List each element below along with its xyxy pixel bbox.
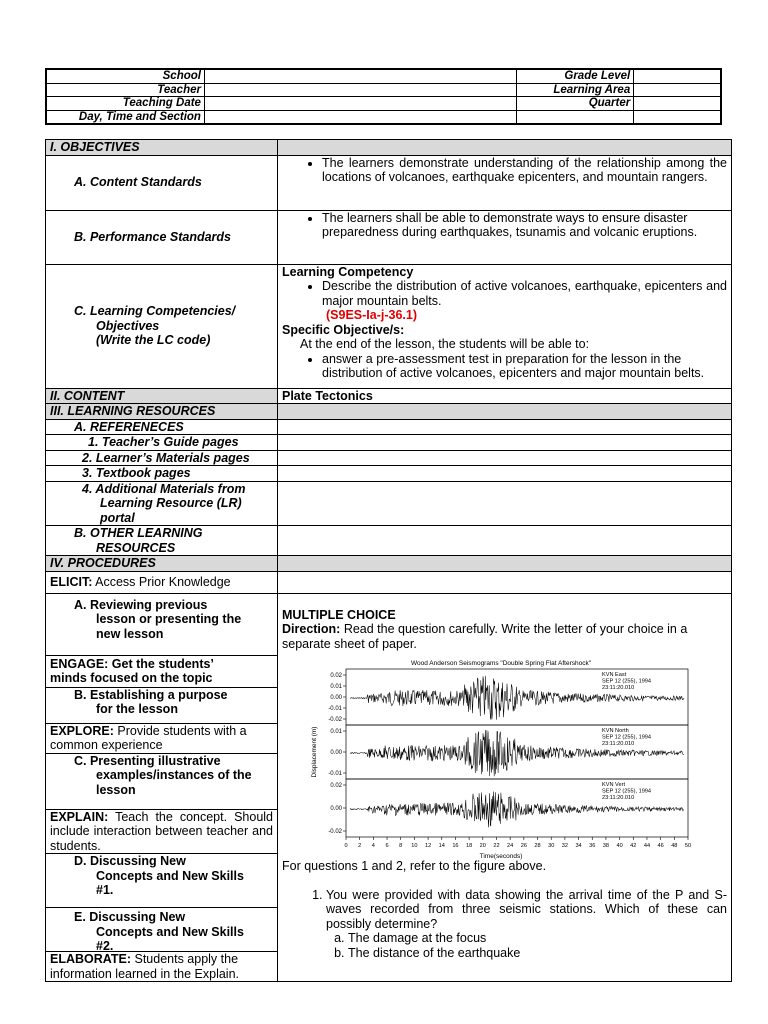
competencies-row (46, 264, 732, 388)
performance-standards-label: B. Performance Standards (46, 210, 278, 264)
objectives-row (46, 140, 732, 156)
teaching-date-field[interactable] (204, 97, 516, 111)
refer-text: For questions 1 and 2, refer to the figure above. (282, 859, 547, 873)
x-tick-label: 22 (493, 843, 500, 849)
lc-code: (S9ES-Ia-j-36.1) (326, 308, 418, 322)
procedure-e-line-3: #2. (96, 939, 114, 953)
learners-materials-row (46, 450, 732, 466)
additional-line-1: 4. Additional Materials from (82, 481, 246, 496)
procedure-d-line-3: #1. (96, 883, 114, 897)
learning-area-label: Learning Area (516, 83, 633, 97)
station-info-label: 23:11:20.010 (602, 795, 635, 801)
engage-line-2: minds focused on the topic (50, 671, 213, 685)
x-tick-label: 8 (399, 843, 403, 849)
x-tick-label: 28 (534, 843, 541, 849)
explain-block (46, 810, 277, 855)
additional-materials-value (278, 481, 732, 526)
other-line-1: B. OTHER LEARNING (74, 526, 203, 540)
textbook-row (46, 466, 732, 482)
elicit-bold: ELICIT: (50, 574, 93, 589)
day-time-section-field[interactable] (204, 110, 516, 124)
content-standards-cell (278, 155, 732, 210)
x-tick-label: 34 (575, 843, 582, 849)
content-standards-text: • The learners demonstrate understanding of the relationship among the locations of volcanoes, earthquake epicenters, and mountain rangers. (322, 156, 727, 185)
procedure-d-line-1: D. Discussing New (74, 854, 186, 868)
station-info-label: SEP 12 (255), 1994 (602, 678, 652, 685)
teacher-field[interactable] (204, 83, 516, 97)
content-title: II. CONTENT (46, 388, 278, 404)
performance-standards-text: • The learners shall be able to demonstrate ways to ensure disaster preparedness during earthquakes, tsunamis and volcanic eruptions. (322, 211, 727, 240)
procedure-a (46, 594, 277, 656)
procedures-title: IV. PROCEDURES (46, 556, 278, 572)
station-info-label: KVN East (602, 672, 627, 678)
objectives-title-blank (278, 140, 732, 156)
procedure-e-line-1: E. Discussing New (74, 910, 186, 924)
elicit-value (278, 571, 732, 593)
direction-line (282, 622, 727, 651)
specific-objectives-intro: At the end of the lesson, the students will be able to: (300, 337, 590, 351)
objectives-title: I. OBJECTIVES (46, 140, 278, 156)
x-tick-label: 4 (371, 843, 375, 849)
other-resources-value (278, 526, 732, 556)
procedure-b-line-1: B. Establishing a purpose (74, 687, 228, 702)
x-tick-label: 18 (466, 843, 473, 849)
assessment-cell (278, 593, 732, 982)
other-resources-label (46, 526, 278, 556)
learning-competency-heading: Learning Competency (282, 264, 414, 279)
procedure-d (46, 854, 277, 908)
additional-materials-row (46, 481, 732, 526)
seismogram-svg (296, 657, 696, 861)
other-line-2: RESOURCES (96, 540, 176, 555)
content-value: Plate Tectonics (278, 388, 732, 404)
x-tick-label: 50 (684, 843, 692, 849)
specific-objectives-heading: Specific Objective/s: (282, 322, 405, 337)
lesson-table (45, 139, 732, 982)
content-row (46, 388, 732, 404)
competencies-label-line-2: Objectives (96, 318, 160, 333)
procedure-c-line-1: C. Presenting illustrative (74, 753, 221, 768)
resources-row (46, 404, 732, 420)
elaborate-bold: ELABORATE: (50, 952, 132, 966)
assessment-heading: MULTIPLE CHOICE (282, 607, 396, 622)
procedure-e-line-2: Concepts and New Skills (96, 924, 244, 939)
x-tick-label: 44 (643, 843, 651, 849)
additional-line-2: Learning Resource (LR) (100, 496, 242, 510)
x-tick-label: 42 (630, 843, 637, 849)
grade-level-label: Grade Level (516, 69, 633, 83)
textbook-label: 3. Textbook pages (46, 466, 278, 482)
references-row (46, 419, 732, 435)
other-resources-row (46, 526, 732, 556)
quarter-label: Quarter (516, 97, 633, 111)
teachers-guide-row (46, 435, 732, 451)
grade-level-field[interactable] (634, 69, 721, 83)
figure-title: Wood Anderson Seismograms "Double Spring Flat Aftershock" (410, 660, 592, 667)
explore-bold: EXPLORE: (50, 723, 114, 738)
school-field[interactable] (204, 69, 516, 83)
x-tick-label: 14 (438, 843, 445, 849)
learners-materials-label: 2. Learner’s Materials pages (46, 450, 278, 466)
procedures-row (46, 556, 732, 572)
teaching-date-label: Teaching Date (46, 97, 204, 111)
competencies-label-line-3: (Write the LC code) (96, 333, 211, 348)
header-empty-cell (516, 110, 633, 124)
header-empty-cell (634, 110, 721, 124)
seismogram-figure (296, 657, 696, 860)
learning-area-field[interactable] (634, 83, 721, 97)
explain-text: Teach the concept. Should include interaction between teacher and students. (50, 809, 273, 853)
procedures-title-blank (278, 556, 732, 572)
figure-ylabel: Displacement (m) (311, 726, 318, 778)
elicit-text: Access Prior Knowledge (92, 574, 231, 589)
elaborate-block (46, 952, 277, 981)
y-tick-label: 0.02 (330, 673, 342, 679)
x-tick-label: 10 (411, 843, 418, 849)
additional-line-3: portal (100, 510, 135, 525)
x-tick-label: 20 (479, 843, 486, 849)
station-info-label: KVN North (602, 728, 629, 734)
competencies-cell (278, 264, 732, 388)
x-tick-label: 32 (561, 843, 568, 849)
learning-competency-text: • Describe the distribution of active volcanoes, earthquake, epicenters and major mountain belts. (322, 279, 727, 308)
competencies-label (46, 264, 278, 388)
engage-line-1: ENGAGE: Get the students’ (50, 656, 214, 671)
question-1-text: You were provided with data showing the arrival time of the P and S-waves recorded from three seismic stations. Which of these can possibly determine? (326, 887, 727, 931)
x-tick-label: 24 (507, 843, 514, 849)
procedure-b-line-2: for the lesson (96, 702, 178, 716)
procedure-c-line-3: lesson (96, 782, 136, 797)
procedure-e (46, 908, 277, 952)
x-tick-label: 38 (602, 843, 610, 849)
procedures-left-column (46, 593, 278, 982)
y-tick-label: -0.02 (328, 829, 342, 835)
teacher-label: Teacher (46, 83, 204, 97)
y-tick-label: 0.01 (330, 729, 342, 735)
figure-xlabel: Time(seconds) (479, 853, 523, 860)
direction-bold: Direction: (282, 622, 341, 636)
references-label: A. REFERENECES (46, 419, 278, 435)
school-label: School (46, 69, 204, 83)
engage-block (46, 656, 277, 688)
x-tick-label: 16 (452, 843, 459, 849)
choice-a[interactable]: a. The damage at the focus (348, 931, 727, 946)
x-tick-label: 26 (520, 843, 527, 849)
station-info-label: 23:11:20.010 (602, 685, 635, 691)
additional-materials-label (46, 481, 278, 526)
y-tick-label: -0.01 (328, 771, 342, 777)
x-tick-label: 36 (589, 843, 596, 849)
y-tick-label: 0.01 (330, 684, 342, 690)
x-tick-label: 2 (358, 843, 362, 849)
performance-standards-cell (278, 210, 732, 264)
station-info-label: KVN Vert (602, 782, 626, 788)
resources-title-blank (278, 404, 732, 420)
x-tick-label: 46 (657, 843, 664, 849)
procedure-c-line-2: examples/instances of the (96, 768, 252, 782)
y-tick-label: 0.00 (330, 806, 342, 812)
header-table (45, 68, 722, 125)
seismogram-traces (328, 669, 691, 849)
elicit-row (46, 571, 732, 593)
procedures-body-row (46, 593, 732, 982)
procedure-a-line-3: new lesson (96, 626, 164, 641)
x-tick-label: 48 (671, 843, 678, 849)
performance-standards-row (46, 210, 732, 264)
x-tick-label: 6 (385, 843, 389, 849)
elicit-cell (46, 571, 278, 593)
y-tick-label: -0.02 (328, 717, 342, 723)
explore-text: Provide students with a common experience (50, 723, 247, 752)
procedure-c (46, 754, 277, 810)
procedure-a-line-2: lesson or presenting the (96, 612, 242, 626)
direction-text: Read the question carefully. Write the letter of your choice in a separate sheet of paper. (282, 622, 688, 651)
x-tick-label: 40 (616, 843, 623, 849)
content-standards-label: A. Content Standards (46, 155, 278, 210)
y-tick-label: 0.02 (330, 783, 342, 789)
station-info-label: SEP 12 (255), 1994 (602, 734, 652, 741)
specific-objective-1: • answer a pre-assessment test in preparation for the lesson in the distribution of active volcanoes, epicenters and major mountain belts. (322, 352, 727, 381)
quarter-field[interactable] (634, 97, 721, 111)
day-time-section-label: Day, Time and Section (46, 110, 204, 124)
x-tick-label: 30 (548, 843, 555, 849)
y-tick-label: 0.00 (330, 695, 342, 701)
content-standards-row (46, 155, 732, 210)
choice-b[interactable]: b. The distance of the earthquake (348, 946, 727, 961)
procedure-a-line-1: A. Reviewing previous (74, 597, 208, 612)
resources-title: III. LEARNING RESOURCES (46, 404, 278, 420)
station-info-label: SEP 12 (255), 1994 (602, 788, 652, 795)
elaborate-text: Students apply the information learned in the Explain. (50, 952, 240, 981)
procedure-d-line-2: Concepts and New Skills (96, 868, 244, 883)
station-info-label: 23:11:20.010 (602, 741, 635, 747)
references-value (278, 419, 732, 435)
explain-bold: EXPLAIN: (50, 809, 109, 824)
teachers-guide-label: 1. Teacher’s Guide pages (46, 435, 278, 451)
y-tick-label: 0.00 (330, 750, 342, 756)
explore-block (46, 724, 277, 754)
procedure-b (46, 688, 277, 724)
x-tick-label: 0 (344, 843, 348, 849)
learners-materials-value (278, 450, 732, 466)
x-tick-label: 12 (424, 843, 432, 849)
question-1 (326, 888, 727, 961)
textbook-value (278, 466, 732, 482)
competencies-label-line-1: C. Learning Competencies/ (74, 304, 236, 319)
teachers-guide-value (278, 435, 732, 451)
y-tick-label: -0.01 (328, 706, 342, 712)
